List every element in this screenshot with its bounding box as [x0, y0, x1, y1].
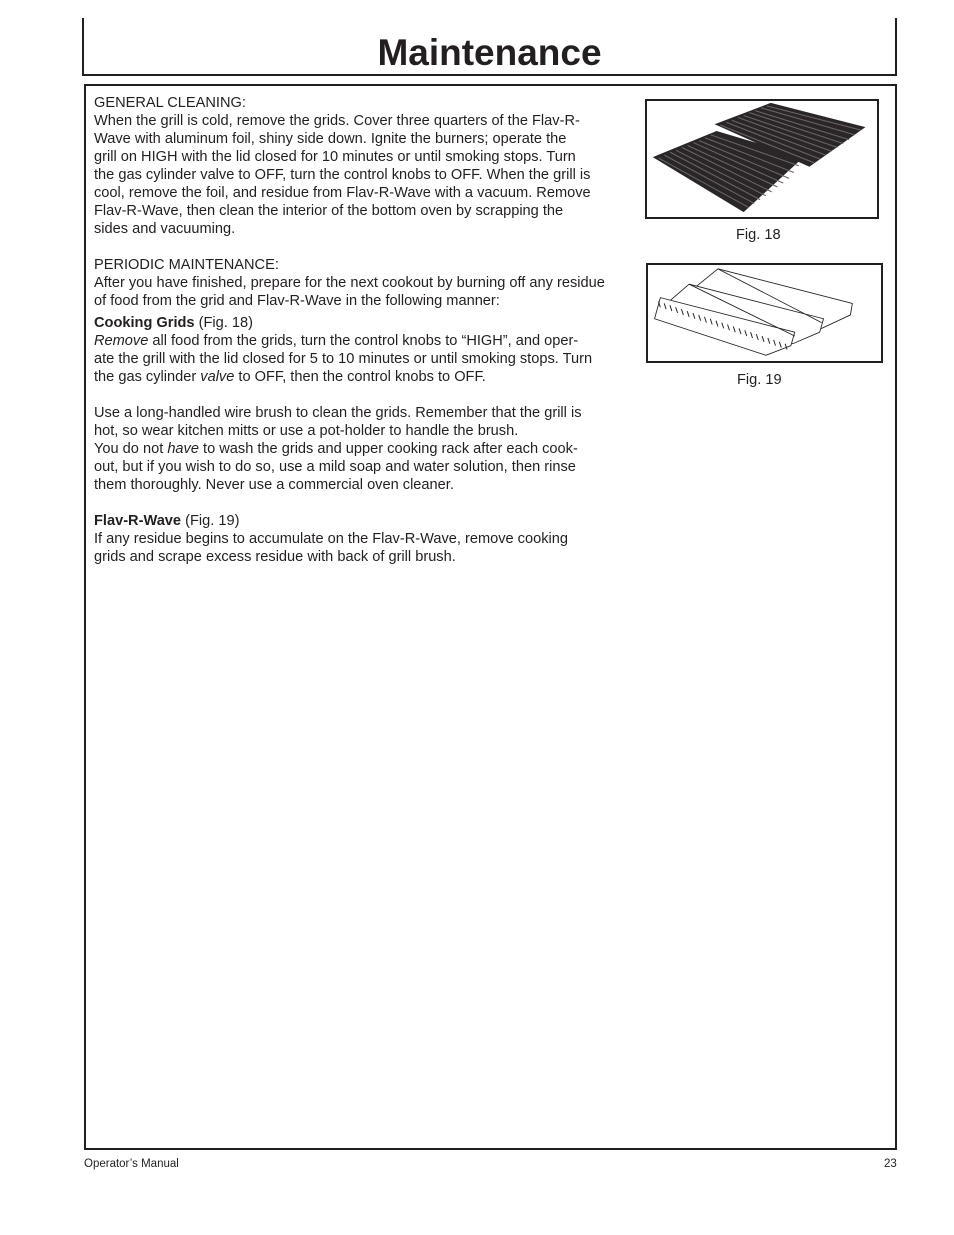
cooking-grids-text: all food from the grids, turn the control knobs to “HIGH”, and oper-	[148, 333, 579, 349]
fig18-caption: Fig. 18	[736, 227, 781, 243]
flav-r-wave-fig-ref: (Fig. 19)	[181, 513, 240, 529]
content-box	[84, 84, 897, 1150]
cooking-grids-fig-ref: (Fig. 18)	[194, 315, 253, 331]
general-cleaning-line: grill on HIGH with the lid closed for 10 minutes or until smoking stops. Turn	[94, 149, 576, 165]
brush-instructions-line: hot, so wear kitchen mitts or use a pot-holder to handle the brush.	[94, 423, 519, 439]
general-cleaning-line: Wave with aluminum foil, shiny side down. Ignite the burners; operate the	[94, 131, 567, 147]
flav-r-wave-title: Flav-R-Wave	[94, 513, 182, 529]
flav-r-wave-line: If any residue begins to accumulate on the Flav-R-Wave, remove cooking	[94, 531, 568, 547]
general-cleaning-line: the gas cylinder valve to OFF, turn the control knobs to OFF. When the grill is	[94, 167, 591, 183]
periodic-maintenance-line: of food from the grid and Flav-R-Wave in the following manner:	[94, 293, 500, 309]
periodic-maintenance-heading: PERIODIC MAINTENANCE:	[94, 257, 279, 273]
general-cleaning-heading: GENERAL CLEANING:	[94, 95, 246, 111]
wash-instructions-line: out, but if you wish to do so, use a mild soap and water solution, then rinse	[94, 459, 576, 475]
flav-r-wave-illustration	[648, 265, 881, 361]
fig19-flav-r-wave-image	[646, 263, 883, 363]
page-number: 23	[884, 1158, 897, 1170]
wash-emphasis: have	[167, 441, 199, 457]
cooking-grids-line	[94, 332, 630, 350]
wash-text: You do not	[94, 441, 168, 457]
wash-text: to wash the grids and upper cooking rack after each cook-	[198, 441, 578, 457]
cooking-grids-line: ate the grill with the lid closed for 5 to 10 minutes or until smoking stops. Turn	[94, 351, 593, 367]
cooking-grids-emphasis: Remove	[94, 333, 149, 349]
wash-instructions-line: them thoroughly. Never use a commercial oven cleaner.	[94, 477, 454, 493]
general-cleaning-line: sides and vacuuming.	[94, 221, 236, 237]
cooking-grids-text: to OFF, then the control knobs to OFF.	[234, 369, 486, 385]
page-title: Maintenance	[377, 32, 602, 73]
flav-r-wave-heading	[94, 512, 630, 530]
wash-instructions-line	[94, 440, 630, 458]
cooking-grids-text: the gas cylinder	[94, 369, 201, 385]
cooking-grids-line	[94, 368, 630, 386]
general-cleaning-line: When the grill is cold, remove the grids. Cover three quarters of the Flav-R-	[94, 113, 580, 129]
cooking-grids-title: Cooking Grids	[94, 315, 195, 331]
cooking-grids-heading	[94, 314, 630, 332]
general-cleaning-line: Flav-R-Wave, then clean the interior of the bottom oven by scrapping the	[94, 203, 564, 219]
fig18-cooking-grids-image	[645, 99, 879, 219]
title-bar	[82, 18, 897, 76]
fig19-caption: Fig. 19	[737, 372, 782, 388]
general-cleaning-line: cool, remove the foil, and residue from Flav-R-Wave with a vacuum. Remove	[94, 185, 591, 201]
text-column	[94, 94, 630, 566]
cooking-grids-illustration	[647, 101, 877, 217]
periodic-maintenance-line: After you have finished, prepare for the next cookout by burning off any residue	[94, 275, 605, 291]
footer-manual-title: Operator’s Manual	[84, 1158, 179, 1170]
flav-r-wave-line: grids and scrape excess residue with back of grill brush.	[94, 549, 456, 565]
cooking-grids-emphasis: valve	[200, 369, 235, 385]
brush-instructions-line: Use a long-handled wire brush to clean the grids. Remember that the grill is	[94, 405, 582, 421]
